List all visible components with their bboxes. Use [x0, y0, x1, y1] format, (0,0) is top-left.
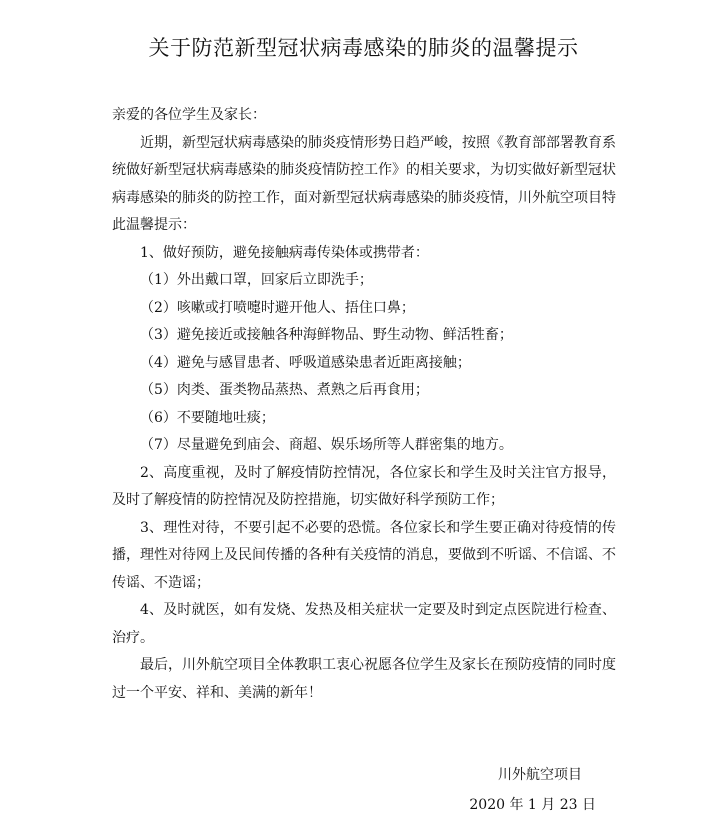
section1-item: （1）外出戴口罩，回家后立即洗手； [140, 272, 373, 288]
section1-item: （4）避免与感冒患者、呼吸道感染患者近距离接触； [140, 354, 471, 371]
section1-item: （5）肉类、蛋类物品蒸热、煮熟之后再食用； [140, 382, 429, 398]
section1-heading: 1、做好预防，避免接触病毒传染体或携带者： [140, 244, 429, 261]
section3-paragraph: 3、理性对待，不要引起不必要的恐慌。各位家长和学生要正确对待疫情的传播，理性对待网上及民间传播的各种有关疫情的消息，要做到不听谣、不信谣、不传谣、不造谣； [112, 519, 616, 591]
section1-item: （3）避免接近或接触各种海鲜物品、野生动物、鲜活牲畜； [140, 327, 513, 343]
closing-paragraph: 最后，川外航空项目全体教职工衷心祝愿各位学生及家长在预防疫情的同时度过一个平安、祥和、美满的新年！ [112, 657, 616, 701]
section2-paragraph: 2、高度重视，及时了解疫情防控情况，各位家长和学生及时关注官方报导，及时了解疫情的防控情况及防控措施，切实做好科学预防工作； [112, 464, 616, 508]
salutation: 亲爱的各位学生及家长： [112, 107, 266, 123]
section1-item: （7）尽量避免到庙会、商超、娱乐场所等人群密集的地方。 [140, 437, 513, 453]
signature-block [469, 760, 596, 820]
section4-paragraph: 4、及时就医，如有发烧、发热及相关症状一定要及时到定点医院进行检查、治疗。 [112, 602, 616, 646]
section1-item: （6）不要随地吐痰； [140, 409, 275, 426]
intro-paragraph: 近期，新型冠状病毒感染的肺炎疫情形势日趋严峻，按照《教育部部署教育系统做好新型冠状病毒感染的肺炎疫情防控工作》的相关要求，为切实做好新型冠状病毒感染的肺炎的防控工作，面对新型冠状病毒感染的肺炎疫情，川外航空项目特此温馨提示： [112, 134, 616, 233]
signature-date: 2020 年 1 月 23 日 [469, 797, 596, 813]
document-title: 关于防范新型冠状病毒感染的肺炎的温馨提示 [148, 36, 579, 60]
signature-org: 川外航空项目 [498, 767, 582, 783]
document-body [112, 102, 616, 707]
section1-item: （2）咳嗽或打喷嚏时避开他人、捂住口鼻； [140, 299, 415, 316]
